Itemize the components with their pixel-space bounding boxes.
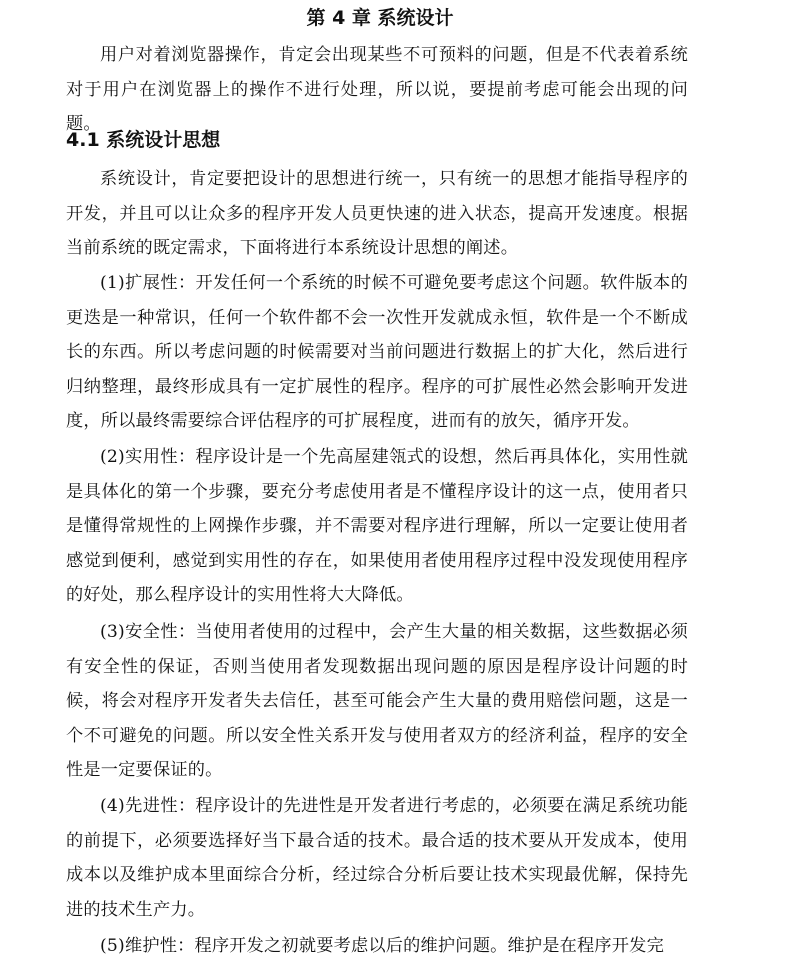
section-title: 4.1 系统设计思想 <box>66 129 221 151</box>
paragraph-design-overview: 系统设计，肯定要把设计的思想进行统一，只有统一的思想才能指导程序的开发，并且可以让众多的程序开发人员更快速的进入状态，提高开发速度。根据当前系统的既定需求，下面将进行本系统设计思想的阐述。 <box>66 169 688 259</box>
paragraph-practicality: (2)实用性：程序设计是一个先高屋建瓴式的设想，然后再具体化，实用性就是具体化的第一个步骤，要充分考虑使用者是不懂程序设计的这一点，使用者只是懂得常规性的上网操作步骤，并不需要对程序进行理解，所以一定要让使用者感觉到便利，感觉到实用性的存在，如果使用者使用程序过程中没发现使用程序的好处，那么程序设计的实用性将大大降低。 <box>66 447 688 606</box>
intro-paragraph: 用户对着浏览器操作，肯定会出现某些不可预料的问题，但是不代表着系统对于用户在浏览器上的操作不进行处理，所以说，要提前考虑可能会出现的问题。 <box>66 45 688 135</box>
paragraph-advancement: (4)先进性：程序设计的先进性是开发者进行考虑的，必须要在满足系统功能的前提下，必须要选择好当下最合适的技术。最合适的技术要从开发成本，使用成本以及维护成本里面综合分析，经过综合分析后要让技术实现最优解，保持先进的技术生产力。 <box>66 796 688 920</box>
paragraph-security: (3)安全性：当使用者使用的过程中，会产生大量的相关数据，这些数据必须有安全性的保证，否则当使用者发现数据出现问题的原因是程序设计问题的时候，将会对程序开发者失去信任，甚至可能会产生大量的费用赔偿问题，这是一个不可避免的问题。所以安全性关系开发与使用者双方的经济利益，程序的安全性是一定要保证的。 <box>66 622 688 781</box>
paragraph-extensibility: (1)扩展性：开发任何一个系统的时候不可避免要考虑这个问题。软件版本的更迭是一种常识，任何一个软件都不会一次性开发就成永恒，软件是一个不断成长的东西。所以考虑问题的时候需要对当前问题进行数据上的扩大化，然后进行归纳整理，最终形成具有一定扩展性的程序。程序的可扩展性必然会影响开发进度，所以最终需要综合评估程序的可扩展程度，进而有的放矢，循序开发。 <box>66 273 688 432</box>
chapter-title: 第 4 章 系统设计 <box>306 7 454 29</box>
paragraph-maintainability: (5)维护性：程序开发之初就要考虑以后的维护问题。维护是在程序开发完 <box>100 936 664 956</box>
